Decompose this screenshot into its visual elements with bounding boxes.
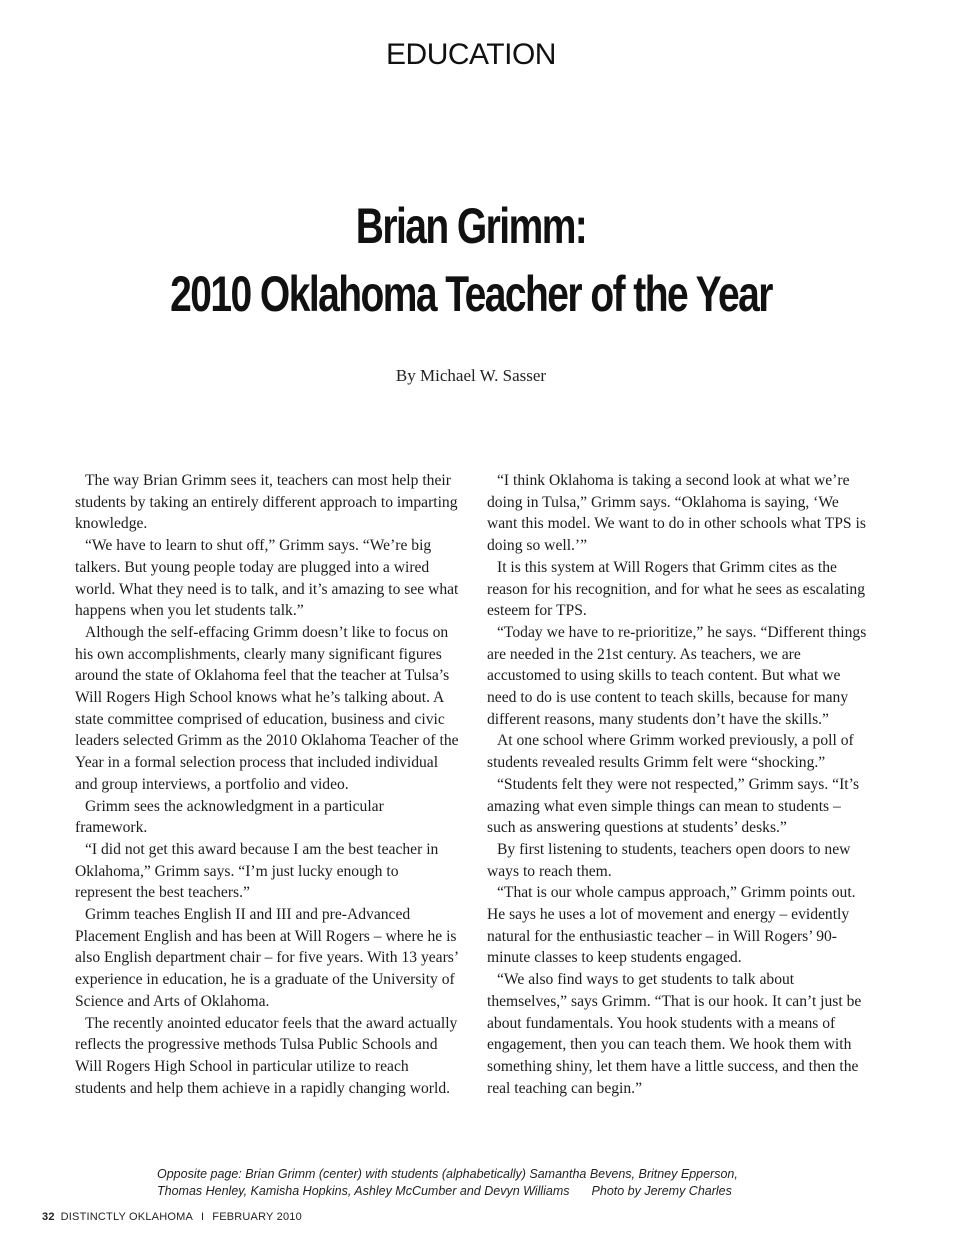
paragraph: “Students felt they were not respected,” Grimm says. “It’s amazing what even simple things can mean to students – such as answering questions at students’ desks.” [487,775,860,837]
section-label: EDUCATION [386,38,556,71]
page-footer [42,1211,302,1223]
paragraph: “We have to learn to shut off,” Grimm says. “We’re big talkers. But young people today are plugged into a wired world. What they need is to talk, and it’s amazing to see what happens when you let students talk.” [75,537,459,620]
article-column-left [75,470,459,1099]
headline-line-1: Brian Grimm: [355,198,587,254]
page-number: 32 [42,1211,55,1223]
headline-line-2: 2010 Oklahoma Teacher of the Year [170,266,772,322]
paragraph: “I think Oklahoma is taking a second look at what we’re doing in Tulsa,” Grimm says. “Oklahoma is saying, ‘We want this model. We want to do in other schools what TPS is doing so well.’” [487,472,866,555]
paragraph: Although the self-effacing Grimm doesn’t like to focus on his own accomplishments, clearly many significant figures around the state of Oklahoma feel that the teacher at Tulsa’s Will Rogers High School knows what he’s talking about. A state committee comprised of education, business and civic leaders selected Grimm as the 2010 Oklahoma Teacher of the Year in a formal selection process that included individual and group interviews, a portfolio and video. [75,623,459,793]
photo-credit: Photo by Jeremy Charles [591,1184,732,1198]
paragraph: The recently anointed educator feels that the award actually reflects the progressive methods Tulsa Public Schools and Will Rogers High School in particular utilize to reach students and help them achieve in a rapidly changing world. [75,1014,458,1097]
byline: By Michael W. Sasser [395,366,547,385]
article-headline [0,192,942,328]
paragraph: At one school where Grimm worked previously, a poll of students revealed results Grimm felt were “shocking.” [487,732,854,772]
paragraph: Grimm teaches English II and III and pre-Advanced Placement English and has been at Will Rogers – where he is also English department chair – for five years. With 13 years’ experience in education, he is a graduate of the University of Science and Arts of Oklahoma. [75,906,458,1010]
paragraph: “We also find ways to get students to talk about themselves,” says Grimm. “That is our hook. It can’t just be about fundamentals. You hook students with a means of engagement, then you can teach them. We hook them with something shiny, let them have a little success, and then the real teaching can begin.” [487,971,862,1097]
photo-caption [157,1166,857,1200]
publication-name: DISTINCTLY OKLAHOMA [60,1211,194,1223]
article-column-right [487,470,871,1099]
paragraph: By first listening to students, teachers open doors to new ways to reach them. [487,840,851,880]
caption-line-2 [157,1183,857,1200]
issue-date: FEBRUARY 2010 [212,1211,302,1223]
footer-separator: I [201,1211,205,1223]
paragraph: “Today we have to re-prioritize,” he says. “Different things are needed in the 21st century. As teachers, we are accustomed to using skills to teach content. But what we need to do is use content to teach skills, because for many different reasons, many students don’t have the skills.” [487,623,867,728]
paragraph: The way Brian Grimm sees it, teachers can most help their students by taking an entirely different approach to imparting knowledge. [75,472,458,533]
paragraph: Grimm sees the acknowledgment in a particular framework. [75,797,384,837]
paragraph: It is this system at Will Rogers that Grimm cites as the reason for his recognition, and for what he sees as escalating esteem for TPS. [487,558,866,620]
caption-line-2-text: Thomas Henley, Kamisha Hopkins, Ashley McCumber and Devyn Williams [157,1184,570,1198]
caption-line-1: Opposite page: Brian Grimm (center) with students (alphabetically) Samantha Bevens, Britney Epperson, [157,1167,738,1181]
paragraph: “That is our whole campus approach,” Grimm points out. He says he uses a lot of movement and energy – evidently natural for the enthusiastic teacher – in Will Rogers’ 90-minute classes to keep students engaged. [487,884,856,967]
paragraph: “I did not get this award because I am the best teacher in Oklahoma,” Grimm says. “I’m just lucky enough to represent the best teachers.” [75,840,439,902]
